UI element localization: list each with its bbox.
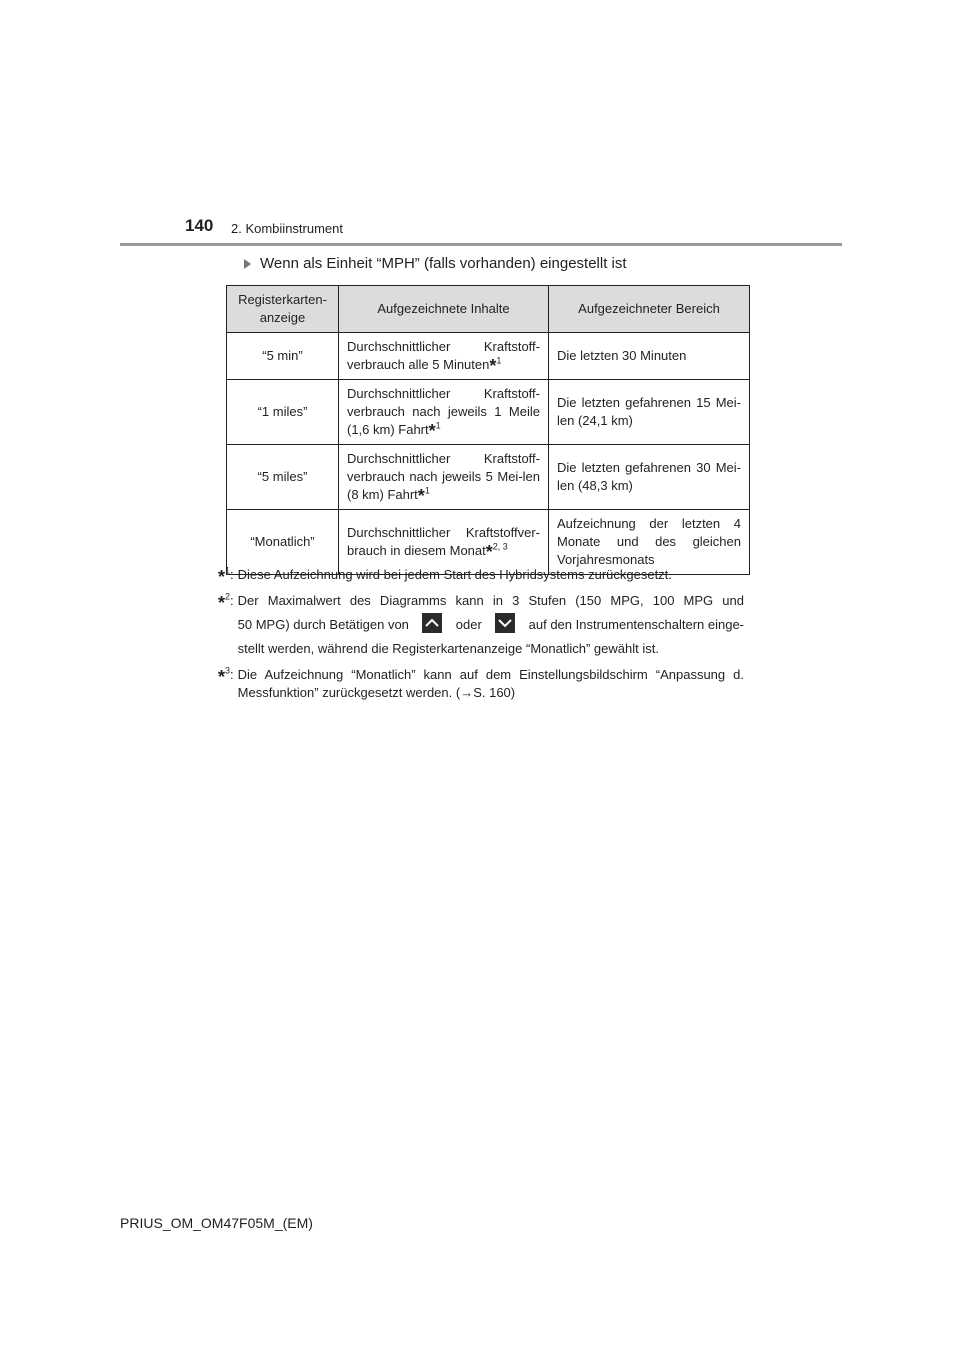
- header-divider: [120, 243, 842, 246]
- table-row: [227, 380, 750, 445]
- tab-cell: “Monatlich”: [227, 510, 339, 575]
- footnotes: [218, 566, 744, 710]
- header-recorded-range: Aufgezeichneter Bereich: [549, 286, 750, 333]
- footnote-3-line-2: Messfunktion” zurückgesetzt werden. (→S. 160): [237, 685, 516, 700]
- table-row: [227, 510, 750, 575]
- content-cell: Durchschnittlicher Kraftstoff-verbrauch nach jeweils 5 Mei-len (8 km) Fahrt*$^1$: [339, 445, 549, 510]
- footnote-3-line-1: Die Aufzeichnung “Monatlich” kann auf dem Einstellungsbildschirm “Anpassung d.: [237, 667, 744, 682]
- subheading-text: Wenn als Einheit “MPH” (falls vorhanden) eingestellt ist: [260, 255, 627, 272]
- content-cell: Durchschnittlicher Kraftstoff-verbrauch alle 5 Minuten*$^1$: [339, 333, 549, 380]
- footnote-2: *$^2$: Der Maximalwert des Diagramms kann in 3 Stufen (150 MPG, 100 MPG und 50 MPG) durch Betätigen von oder auf den Instrumentenschaltern einge- stellt werden, während die Registerkartenanzeige “Monatlich” gewählt ist.: [218, 591, 744, 656]
- footnote-2-line-1: Der Maximalwert des Diagramms kann in 3 Stufen (150 MPG, 100 MPG und: [237, 593, 744, 608]
- range-cell: Die letzten gefahrenen 15 Mei-len (24,1 km): [549, 380, 750, 445]
- triangle-bullet-icon: [244, 259, 251, 269]
- range-cell: Aufzeichnung der letzten 4 Monate und des gleichen Vorjahresmonats: [549, 510, 750, 575]
- range-cell: Die letzten gefahrenen 30 Mei-len (48,3 km): [549, 445, 750, 510]
- page-number: 140: [185, 216, 214, 235]
- subheading: [244, 255, 627, 272]
- tab-cell: “1 miles”: [227, 380, 339, 445]
- header-tab-display: Registerkarten-anzeige: [227, 286, 339, 333]
- tab-cell: “5 min”: [227, 333, 339, 380]
- footnote-2-line-2: 50 MPG) durch Betätigen von oder auf den Instrumentenschaltern einge-: [238, 610, 744, 640]
- fuel-record-table: [226, 285, 750, 575]
- footnote-1-text: Diese Aufzeichnung wird bei jedem Start des Hybridsystems zurückgesetzt.: [237, 567, 672, 582]
- tab-cell: “5 miles”: [227, 445, 339, 510]
- chevron-up-icon: [422, 613, 442, 633]
- content-cell: Durchschnittlicher Kraftstoffver-brauch in diesem Monat*$^{2, 3}$: [339, 510, 549, 575]
- table-header-row: [227, 286, 750, 333]
- footer-doc-id: PRIUS_OM_OM47F05M_(EM): [120, 1215, 313, 1231]
- table-row: [227, 333, 750, 380]
- range-cell: Die letzten 30 Minuten: [549, 333, 750, 380]
- section-title: 2. Kombiinstrument: [231, 221, 343, 236]
- footnote-1: *$^1$: Diese Aufzeichnung wird bei jedem Start des Hybridsystems zurückgesetzt.: [218, 566, 744, 584]
- chevron-down-icon: [495, 613, 515, 633]
- header-recorded-content: Aufgezeichnete Inhalte: [339, 286, 549, 333]
- table-row: [227, 445, 750, 510]
- content-cell: Durchschnittlicher Kraftstoff-verbrauch nach jeweils 1 Meile (1,6 km) Fahrt*$^1$: [339, 380, 549, 445]
- footnote-3: *$^3$: Die Aufzeichnung “Monatlich” kann auf dem Einstellungsbildschirm “Anpassung d. Messfunktion” zurückgesetzt werden. (→S. 160): [218, 665, 744, 700]
- footnote-2-line-3: stellt werden, während die Registerkartenanzeige “Monatlich” gewählt ist.: [237, 641, 659, 656]
